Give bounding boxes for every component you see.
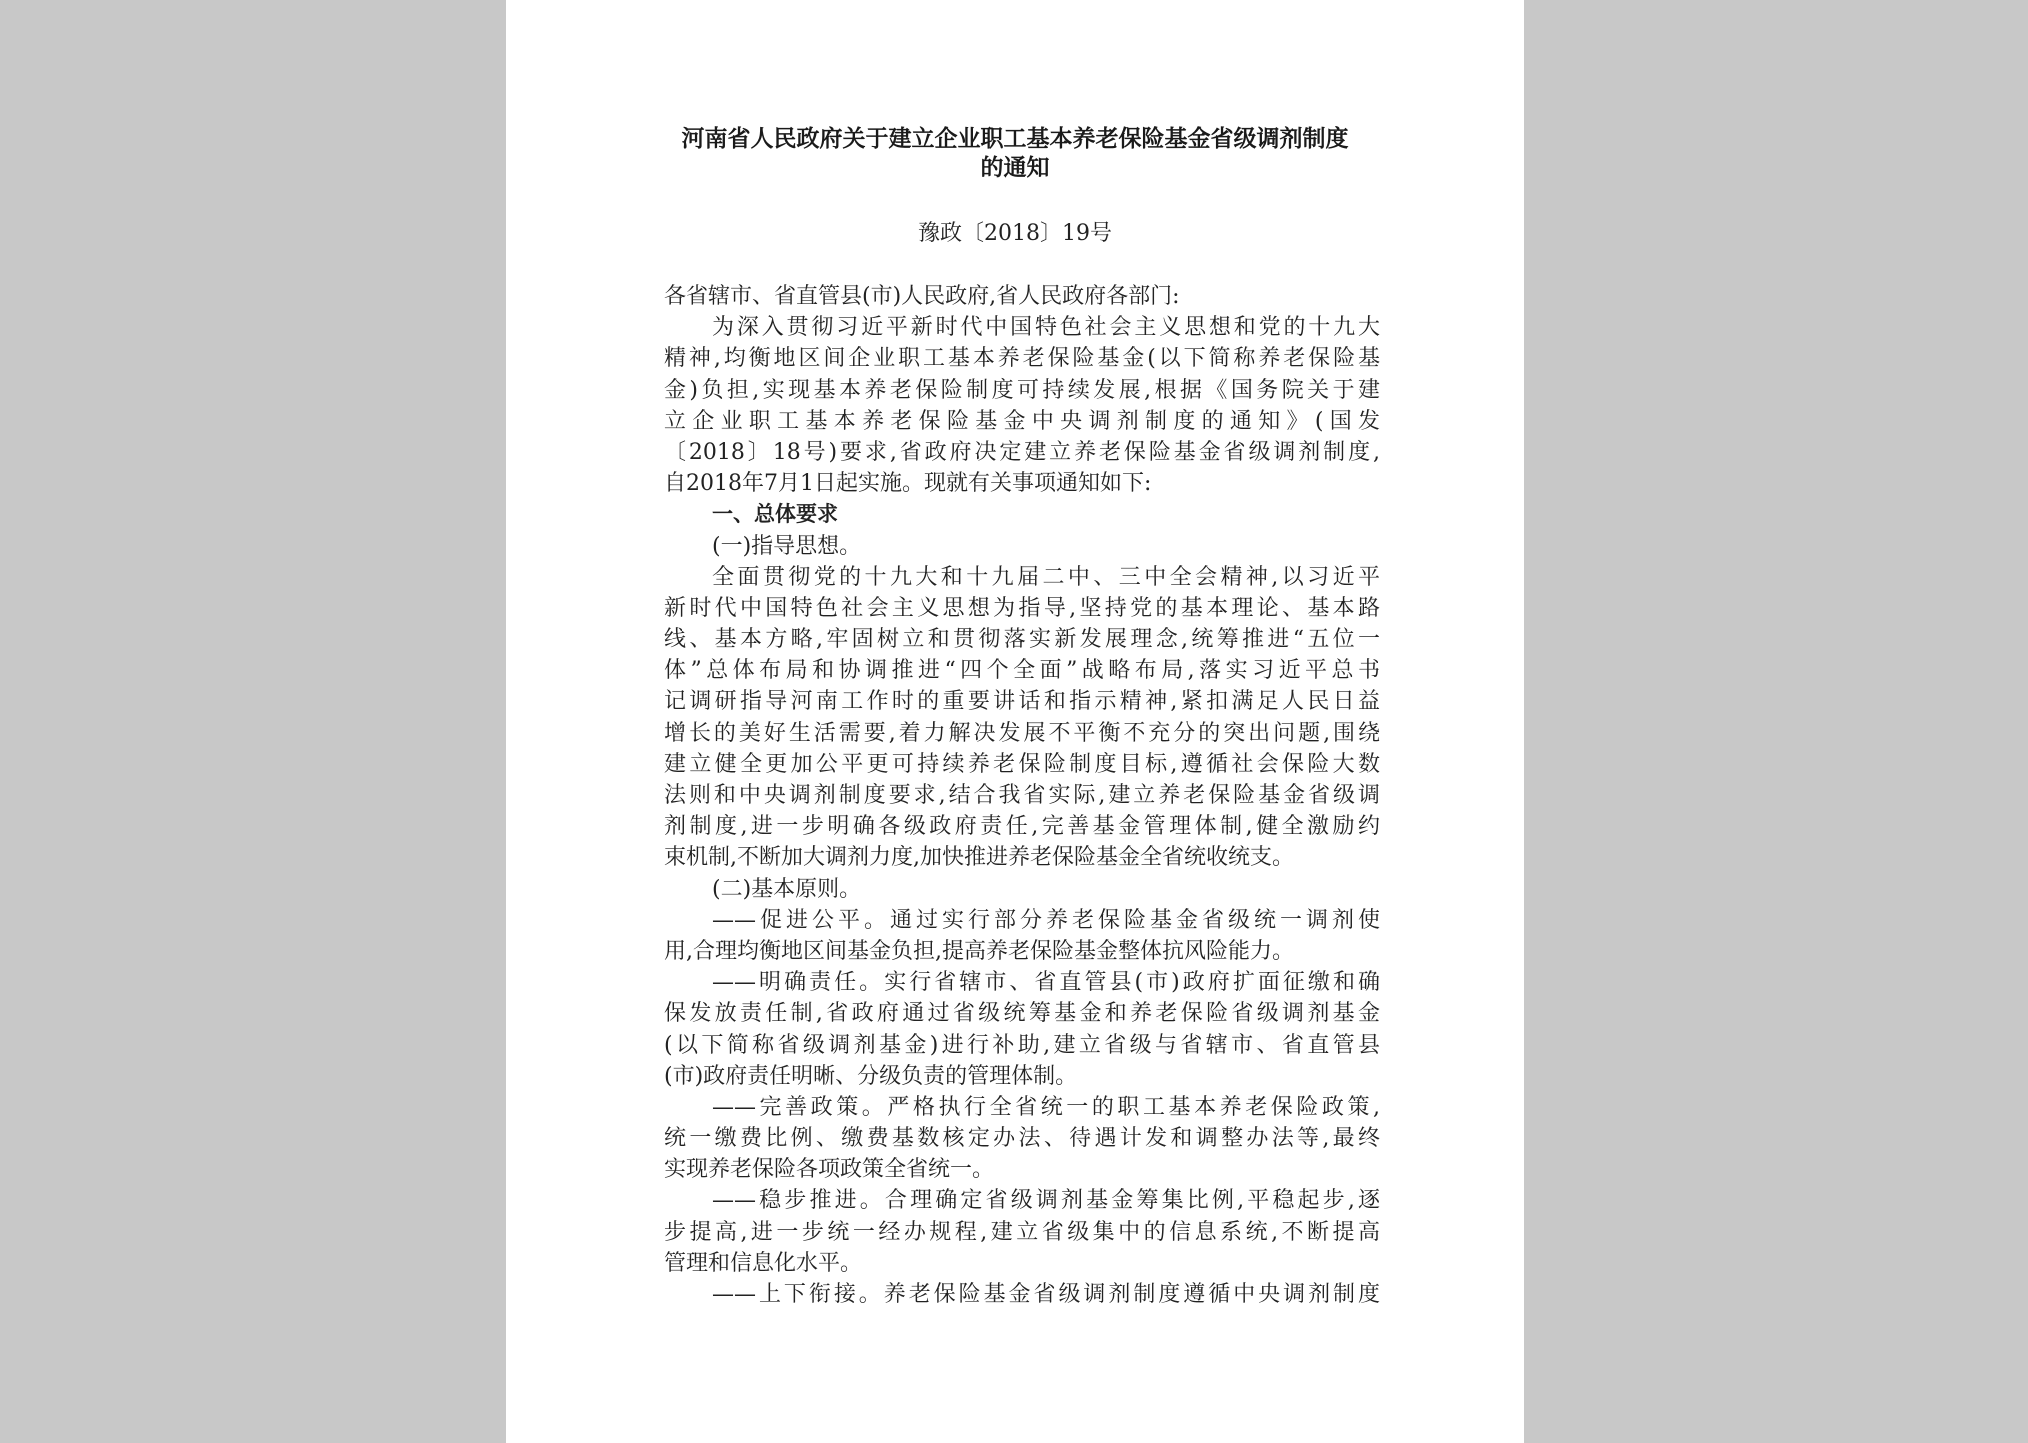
text-line: 法则和中央调剂制度要求,结合我省实际,建立养老保险基金省级调 <box>664 783 1380 808</box>
text-line: 立企业职工基本养老保险基金中央调剂制度的通知》(国发 <box>664 408 1380 434</box>
text-line: 实现养老保险各项政策全省统一。 <box>664 1157 995 1183</box>
section-heading: 一、总体要求 <box>712 502 838 527</box>
text-line: 保发放责任制,省政府通过省级统筹基金和养老保险省级调剂基金 <box>664 1001 1380 1027</box>
text-line: 步提高,进一步统一经办规程,建立省级集中的信息系统,不断提高 <box>664 1219 1380 1245</box>
text-line: 体”总体布局和协调推进“四个全面”战略布局,落实习近平总书 <box>664 658 1380 684</box>
text-line: (一)指导思想。 <box>712 533 862 559</box>
document-title-line2: 的通知 <box>980 155 1050 181</box>
document-title-line1: 河南省人民政府关于建立企业职工基本养老保险基金省级调剂制度 <box>681 126 1349 152</box>
text-line: 新时代中国特色社会主义思想为指导,坚持党的基本理论、基本路 <box>664 595 1380 621</box>
text-line: ——稳步推进。合理确定省级调剂基金筹集比例,平稳起步,逐 <box>712 1188 1380 1214</box>
text-line: (以下简称省级调剂基金)进行补助,建立省级与省辖市、省直管县 <box>664 1032 1380 1058</box>
text-line: 〔2018〕18号)要求,省政府决定建立养老保险基金省级调剂制度, <box>664 439 1380 465</box>
text-line: 束机制,不断加大调剂力度,加快推进养老保险基金全省统收统支。 <box>664 845 1294 871</box>
text-line: (市)政府责任明晰、分级负责的管理体制。 <box>664 1063 1078 1089</box>
text-line: 建立健全更加公平更可持续养老保险制度目标,遵循社会保险大数 <box>664 751 1380 777</box>
text-line: 统一缴费比例、缴费基数核定办法、待遇计发和调整办法等,最终 <box>664 1126 1380 1152</box>
text-line: 精神,均衡地区间企业职工基本养老保险基金(以下简称养老保险基 <box>664 346 1380 372</box>
text-line: ——明确责任。实行省辖市、省直管县(市)政府扩面征缴和确 <box>712 970 1380 996</box>
text-line: 管理和信息化水平。 <box>664 1250 863 1276</box>
text-line: ——促进公平。通过实行部分养老保险基金省级统一调剂使 <box>712 907 1380 933</box>
text-line: 增长的美好生活需要,着力解决发展不平衡不充分的突出问题,围绕 <box>664 720 1380 746</box>
document-page <box>506 0 1524 1443</box>
document-body <box>664 281 1380 1310</box>
text-line: 各省辖市、省直管县(市)人民政府,省人民政府各部门: <box>664 284 1180 309</box>
text-line: 记调研指导河南工作时的重要讲话和指示精神,紧扣满足人民日益 <box>664 689 1380 715</box>
text-line: 全面贯彻党的十九大和十九届二中、三中全会精神,以习近平 <box>712 564 1380 590</box>
document-number: 豫政〔2018〕19号 <box>918 221 1112 246</box>
text-line: 金)负担,实现基本养老保险制度可持续发展,根据《国务院关于建 <box>664 377 1380 403</box>
text-line: 线、基本方略,牢固树立和贯彻落实新发展理念,统筹推进“五位一 <box>664 627 1380 653</box>
text-line: 剂制度,进一步明确各级政府责任,完善基金管理体制,健全激励约 <box>664 814 1380 840</box>
text-line: ——完善政策。严格执行全省统一的职工基本养老保险政策, <box>712 1094 1380 1120</box>
text-line: 为深入贯彻习近平新时代中国特色社会主义思想和党的十九大 <box>712 315 1380 341</box>
text-line: (二)基本原则。 <box>712 876 862 902</box>
text-line: 自2018年7月1日起实施。现就有关事项通知如下: <box>664 471 1152 497</box>
text-line: 用,合理均衡地区间基金负担,提高养老保险基金整体抗风险能力。 <box>664 938 1294 964</box>
text-line: ——上下衔接。养老保险基金省级调剂制度遵循中央调剂制度 <box>712 1282 1380 1307</box>
